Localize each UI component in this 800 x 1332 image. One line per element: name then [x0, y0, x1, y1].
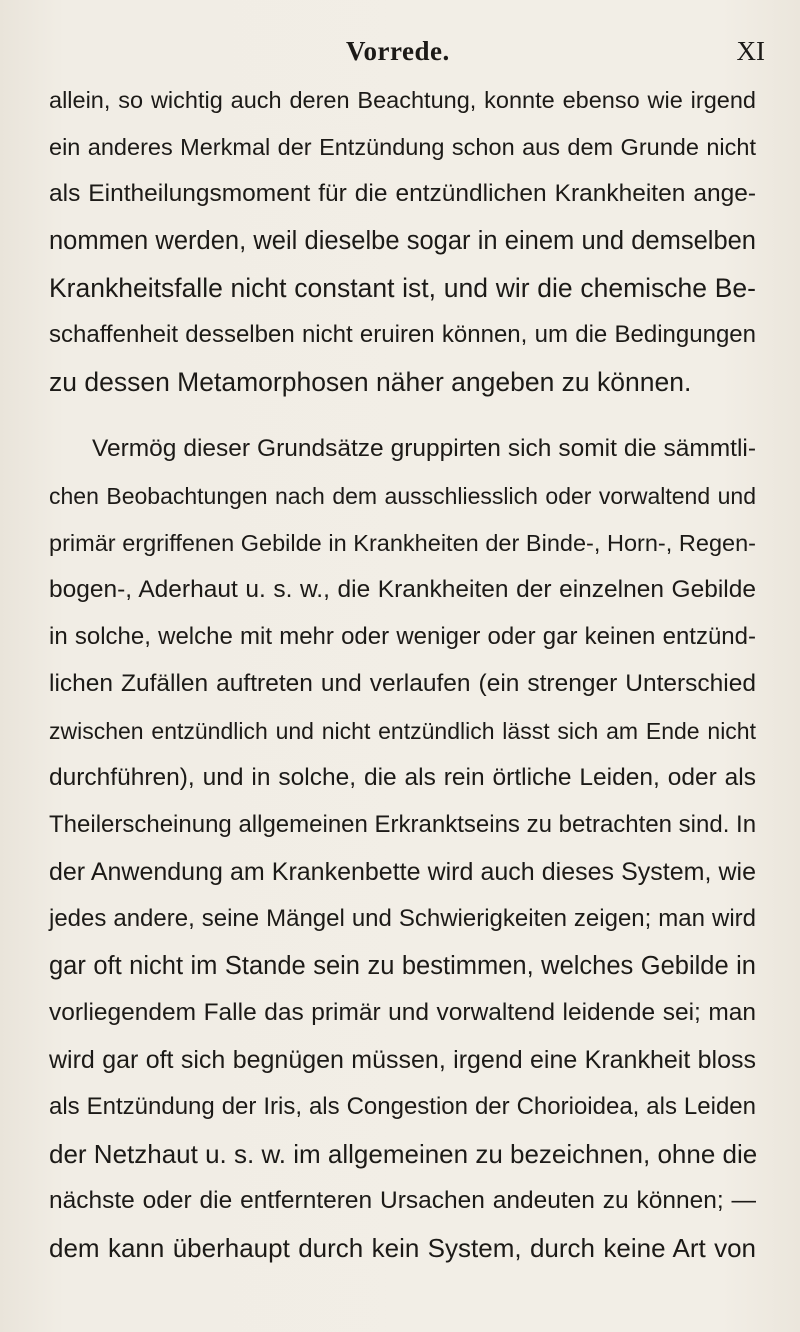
text-line: als Entzündung der Iris, als Congestion der Chorioidea, als Leiden [49, 1093, 756, 1120]
text-line: schaffenheit desselben nicht eruiren können, um die Bedingungen [49, 321, 756, 348]
text-line: chen Beobachtungen nach dem ausschliesslich oder vorwaltend und [49, 483, 756, 509]
text-line: primär ergriffenen Gebilde in Krankheiten der Binde-, Horn-, Regen- [49, 530, 756, 556]
text-line: wird gar oft sich begnügen müssen, irgend eine Krankheit bloss [49, 1046, 756, 1074]
text-line: allein, so wichtig auch deren Beachtung, konnte ebenso wie irgend [49, 87, 756, 113]
text-line: lichen Zufällen auftreten und verlaufen (ein strenger Unterschied [49, 670, 756, 697]
running-head: Vorrede. [346, 36, 450, 66]
text-line: zu dessen Metamorphosen näher angeben zu können. [49, 367, 692, 397]
text-line: durchführen), und in solche, die als rein örtliche Leiden, oder als [49, 764, 756, 791]
text-line: nommen werden, weil dieselbe sogar in einem und demselben [49, 227, 756, 255]
page-number: XI [736, 36, 765, 66]
text-line: in solche, welche mit mehr oder weniger oder gar keinen entzünd- [49, 623, 756, 650]
text-line: Krankheitsfalle nicht constant ist, und wir die chemische Be- [49, 273, 756, 303]
text-line: Theilerscheinung allgemeinen Erkranktseins zu betrachten sind. In [49, 811, 757, 838]
text-line: dem kann überhaupt durch kein System, durch keine Art von [49, 1233, 756, 1263]
text-line: der Netzhaut u. s. w. im allgemeinen zu bezeichnen, ohne die [49, 1139, 758, 1169]
text-line: bogen-, Aderhaut u. s. w., die Krankheiten der einzelnen Gebilde [49, 576, 756, 603]
text-line: ein anderes Merkmal der Entzündung schon aus dem Grunde nicht [49, 134, 756, 160]
text-line: der Anwendung am Krankenbette wird auch dieses System, wie [49, 858, 756, 886]
text-line: Vermög dieser Grundsätze gruppirten sich somit die sämmtli- [92, 435, 756, 462]
text-line: gar oft nicht im Stande sein zu bestimmen, welches Gebilde in [49, 952, 756, 980]
text-line: als Eintheilungsmoment für die entzündlichen Krankheiten ange- [49, 180, 756, 207]
text-line: zwischen entzündlich und nicht entzündlich lässt sich am Ende nicht [49, 718, 756, 744]
page-header [0, 36, 800, 76]
text-line: nächste oder die entfernteren Ursachen andeuten zu können; — [49, 1187, 756, 1214]
text-line: jedes andere, seine Mängel und Schwierigkeiten zeigen; man wird [49, 905, 756, 932]
text-line: vorliegendem Falle das primär und vorwaltend leidende sei; man [49, 999, 756, 1026]
